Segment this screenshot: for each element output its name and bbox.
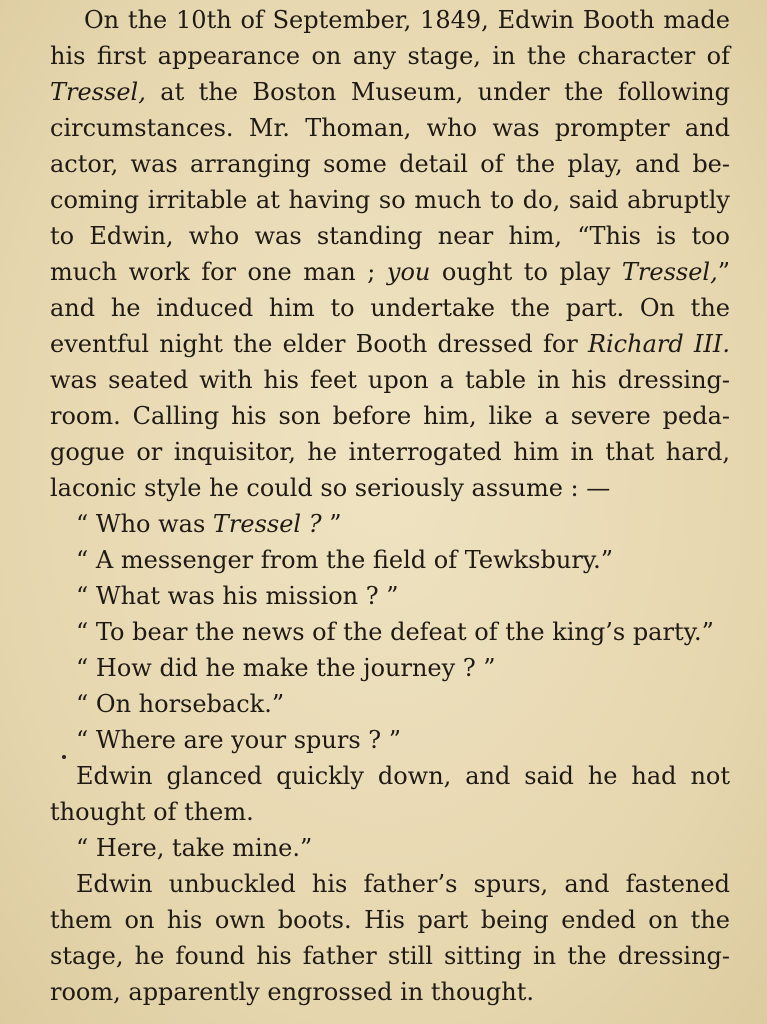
text-span: actor, was arranging some detail of the play, and be-	[50, 150, 730, 178]
text-span: “ Who was	[76, 510, 213, 538]
text-line	[50, 110, 730, 146]
dialogue-line	[50, 542, 730, 578]
text-span: ”	[717, 258, 730, 286]
text-span: “ Here, take mine.”	[76, 834, 313, 862]
text-span: ”	[321, 510, 342, 538]
text-span: room. Calling his son before him, like a severe peda-	[50, 402, 730, 430]
text-span: ought to play	[430, 258, 622, 286]
text-line	[50, 182, 730, 218]
text-span: much work for one man ;	[50, 258, 387, 286]
text-span: coming irritable at having so much to do, said abruptly	[50, 186, 730, 214]
text-span: circumstances. Mr. Thoman, who was prompter and	[50, 114, 730, 142]
text-span: Edwin unbuckled his father’s spurs, and fastened	[76, 870, 730, 898]
italic-span: Tressel,	[50, 78, 146, 106]
text-span: thought of them.	[50, 798, 254, 826]
dialogue-line	[50, 578, 730, 614]
text-line	[50, 362, 730, 398]
text-line	[50, 470, 730, 506]
text-span: “ On horseback.”	[76, 690, 285, 718]
text-span: stage, he found his father still sitting in the dressing-	[50, 942, 730, 970]
dialogue-line	[50, 686, 730, 722]
text-span: laconic style he could so seriously assume : —	[50, 474, 611, 502]
text-line	[50, 794, 730, 830]
text-line	[50, 38, 730, 74]
text-span: them on his own boots. His part being ended on the	[50, 906, 730, 934]
italic-span: Tressel,	[621, 258, 718, 286]
text-span: his first appearance on any stage, in the character of	[50, 42, 730, 70]
text-line	[50, 938, 730, 974]
text-line	[50, 254, 730, 290]
text-line	[50, 902, 730, 938]
text-line	[50, 326, 730, 362]
text-span: and he induced him to undertake the part. On the	[50, 294, 730, 322]
text-line	[50, 218, 730, 254]
text-span: was seated with his feet upon a table in his dressing-	[50, 366, 730, 394]
italic-span: Tressel ?	[212, 510, 322, 538]
dialogue-line	[50, 614, 730, 650]
text-span: “ To bear the news of the defeat of the king’s party.”	[76, 618, 714, 646]
italic-span: you	[386, 258, 431, 286]
text-span: “ What was his mission ? ”	[76, 582, 399, 610]
dialogue-line	[50, 722, 730, 758]
text-span: room, apparently engrossed in thought.	[50, 978, 535, 1006]
text-line	[50, 146, 730, 182]
text-span: “ A messenger from the field of Tewksbury.”	[76, 546, 614, 574]
text-line	[50, 290, 730, 326]
text-span: “ Where are your spurs ? ”	[76, 726, 402, 754]
text-line	[50, 398, 730, 434]
text-span: “ How did he make the journey ? ”	[76, 654, 496, 682]
text-span: to Edwin, who was standing near him, “This is too	[50, 222, 730, 250]
text-span: gogue or inquisitor, he interrogated him in that hard,	[50, 438, 730, 466]
ink-speck	[62, 755, 66, 759]
text-line	[50, 758, 730, 794]
text-span: On the 10th of September, 1849, Edwin Booth made	[84, 6, 730, 34]
text-line	[50, 866, 730, 902]
dialogue-line	[50, 830, 730, 866]
text-line	[50, 974, 730, 1010]
text-line	[50, 2, 730, 38]
italic-span: Richard III.	[587, 330, 730, 358]
dialogue-line	[50, 506, 730, 542]
dialogue-line	[50, 650, 730, 686]
text-line	[50, 74, 730, 110]
text-line	[50, 434, 730, 470]
text-span: at the Boston Museum, under the following	[145, 78, 730, 106]
text-span: Edwin glanced quickly down, and said he had not	[76, 762, 730, 790]
text-span: eventful night the elder Booth dressed for	[50, 330, 588, 358]
